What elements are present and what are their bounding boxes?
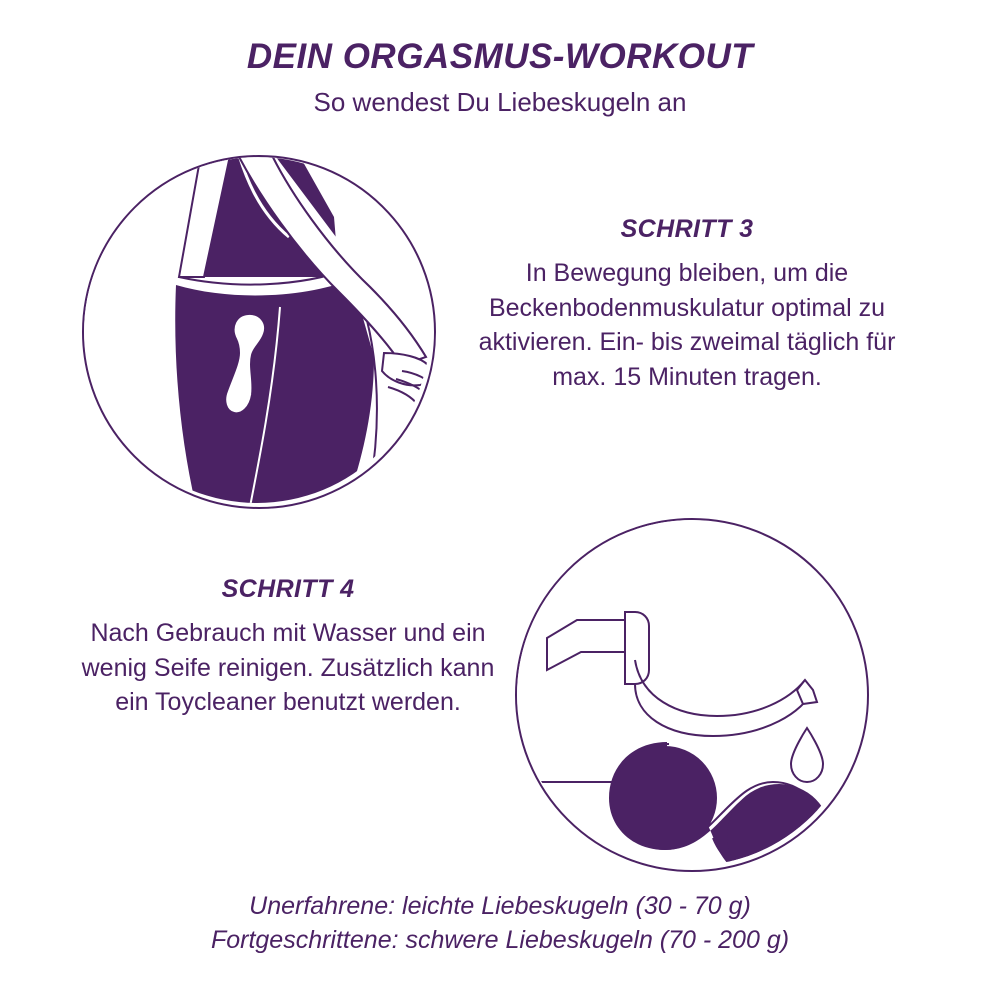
footer-line-beginner: Unerfahrene: leichte Liebeskugeln (30 - 70 g) (249, 892, 751, 920)
header (0, 38, 1000, 118)
step-4-heading: SCHRITT 4 (221, 575, 355, 603)
step-4-block (78, 575, 498, 720)
step-3-block (452, 215, 922, 394)
page-subtitle: So wendest Du Liebeskugeln an (313, 86, 687, 117)
illustration-faucet-love-balls (515, 518, 869, 872)
step-3-text: In Bewegung bleiben, um die Beckenbodenmuskulatur optimal zu aktivieren. Ein- bis zweimal täglich für max. 15 Minuten tragen. (478, 259, 896, 391)
footer-line-advanced: Fortgeschrittene: schwere Liebeskugeln (70 - 200 g) (210, 925, 790, 954)
step-4-text: Nach Gebrauch mit Wasser und ein wenig Seife reinigen. Zusätzlich kann ein Toycleaner benutzt werden. (81, 619, 495, 716)
step-3-heading: SCHRITT 3 (620, 215, 754, 243)
footer (0, 890, 1000, 958)
illustration-hip-love-ball (82, 155, 436, 509)
page-title: DEIN ORGASMUS-WORKOUT (246, 37, 754, 76)
